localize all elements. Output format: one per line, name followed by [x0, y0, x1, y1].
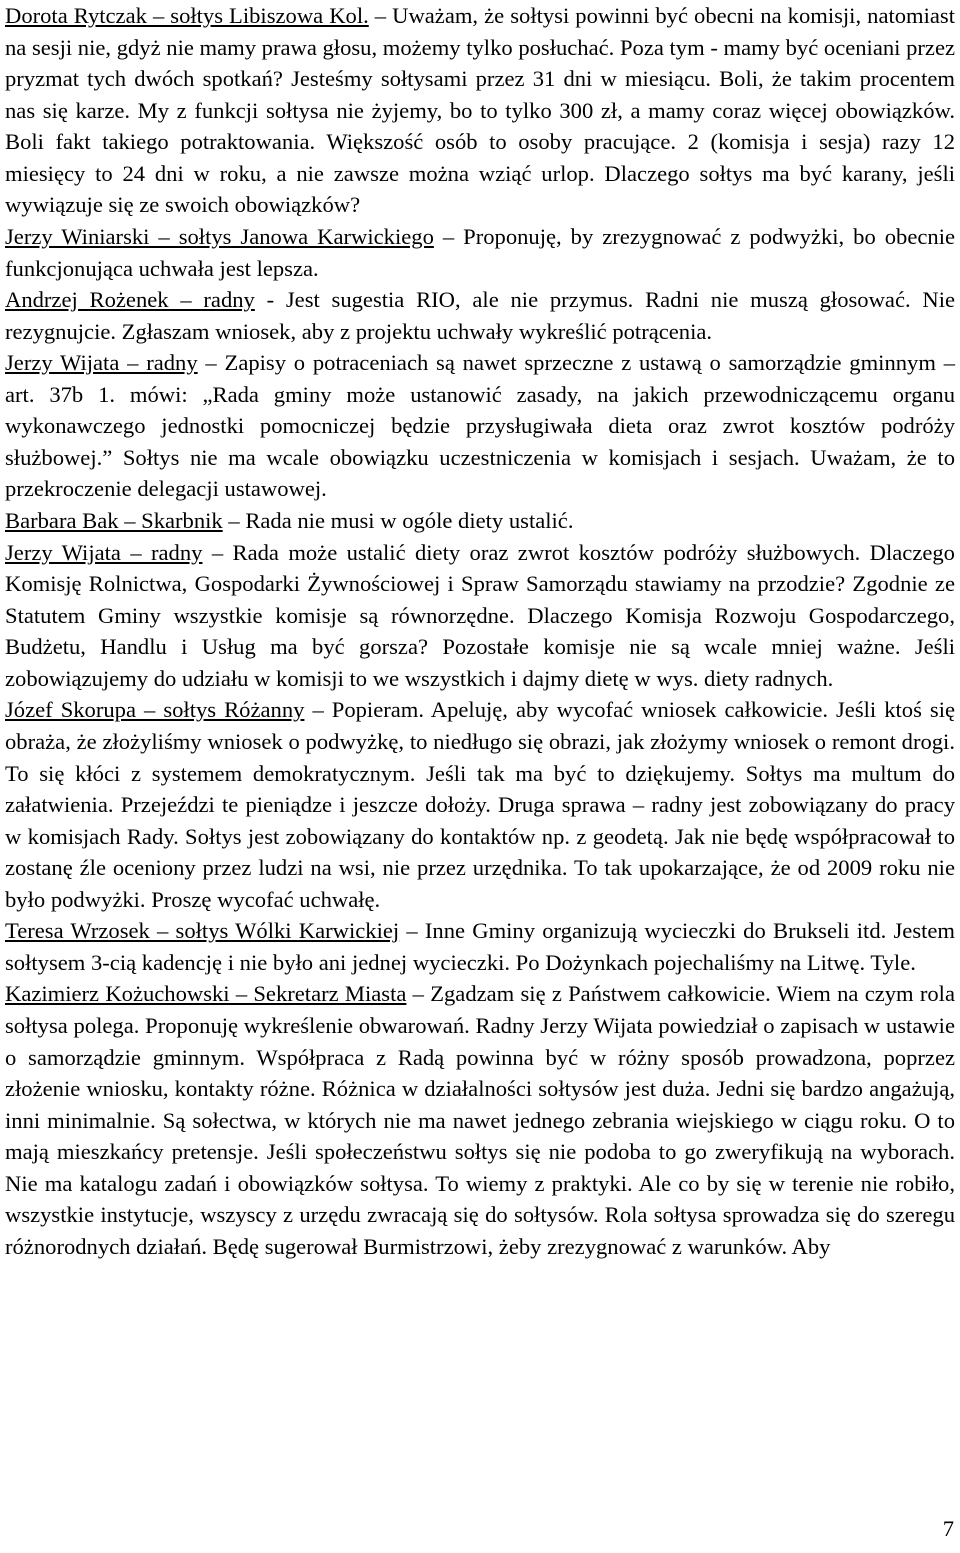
speaker-name: Dorota Rytczak – sołtys Libiszowa Kol.	[5, 3, 369, 28]
paragraph-text: – Inne Gminy organizują wycieczki do Brukseli itd. Jestem sołtysem 3-cią kadencję i nie było ani jednej wycieczki. Po Dożynkach pojechaliśmy na Litwę. Tyle.	[5, 918, 955, 975]
speaker-name: Kazimierz Kożuchowski – Sekretarz Miasta	[5, 981, 407, 1007]
paragraph-kozuchowski	[5, 978, 955, 1262]
paragraph-text: – Rada może ustalić diety oraz zwrot kosztów podróży służbowych. Dlaczego Komisję Rolnictwa, Gospodarki Żywnościowej i Spraw Samorządu stawiamy na przodzie? Zgodnie ze Statutem Gminy wszystkie komisje są równorzędne. Dlaczego Komisja Rozwoju Gospodarczego, Budżetu, Handlu i Usług ma być gorsza? Pozostałe komisje nie są wcale mniej ważne. Jeśli zobowiązujemy do udziału w komisji to we wszystkich i dajmy dietę w wys. diety radnych.	[5, 539, 955, 691]
speaker-name: Barbara Bak – Skarbnik	[5, 508, 223, 533]
speaker-name: Andrzej Rożenek – radny	[5, 287, 255, 313]
speaker-name: Józef Skorupa – sołtys Różanny	[5, 697, 305, 723]
paragraph-rozenek	[5, 284, 955, 347]
paragraph-text: – Uważam, że sołtysi powinni być obecni na komisji, natomiast na sesji nie, gdyż nie mamy prawa głosu, możemy tylko posłuchać. Poza tym - mamy być oceniani przez pryzmat tych dwóch spotkań? Jesteśmy sołtysami przez 31 dni w miesiącu. Boli, że takim procentem nas się karze. My z funkcji sołtysa nie żyjemy, bo to tylko 300 zł, a mamy coraz więcej obowiązków. Boli fakt takiego potraktowania. Większość osób to osoby pracujące. 2 (komisja i sesja) razy 12 miesięcy to 24 dni w roku, a nie zawsze można wziąć urlop. Dlaczego sołtys ma być karany, jeśli wywiązuje się ze swoich obowiązków?	[5, 3, 956, 218]
paragraph-wijata-1	[5, 347, 955, 505]
document-body	[5, 0, 955, 1263]
paragraph-text: – Rada nie musi w ogóle diety ustalić.	[222, 508, 574, 533]
speaker-name: Jerzy Winiarski – sołtys Janowa Karwickiego	[5, 223, 434, 249]
paragraph-skorupa	[5, 694, 955, 915]
speaker-name: Jerzy Wijata – radny	[5, 350, 198, 376]
speaker-name: Teresa Wrzosek – sołtys Wólki Karwickiej	[5, 918, 400, 944]
paragraph-wrzosek	[5, 915, 955, 978]
paragraph-wijata-2	[5, 537, 955, 695]
paragraph-text: - Jest sugestia RIO, ale nie przymus. Radni nie muszą głosować. Nie rezygnujcie. Zgłaszam wniosek, aby z projektu uchwały wykreślić potrącenia.	[5, 287, 956, 344]
paragraph-text: – Popieram. Apeluję, aby wycofać wniosek całkowicie. Jeśli ktoś się obraża, że złożyliśmy wniosek o podwyżkę, to niedługo się obrazi, jak złożymy wniosek o remont drogi. To się kłóci z systemem demokratycznym. Jeśli tak ma być to dziękujemy. Sołtys ma multum do załatwienia. Przejeździ te pieniądze i jeszcze dołoży. Druga sprawa – radny jest zobowiązany do pracy w komisjach Rady. Sołtys jest zobowiązany do kontaktów np. z geodetą. Jak nie będę współpracował to zostanę źle oceniony przez ludzi na wsi, nie przez urzędnika. To tak upokarzające, że od 2009 roku nie było podwyżki. Proszę wycofać uchwałę.	[5, 697, 955, 912]
paragraph-bak	[5, 505, 955, 537]
paragraph-rytczak	[5, 0, 955, 221]
paragraph-text: – Zapisy o potraceniach są nawet sprzeczne z ustawą o samorządzie gminnym – art. 37b 1. mówi: „Rada gminy może ustanowić zasady, na jakich przewodniczącemu organu wykonawczego jednostki pomocniczej będzie przysługiwała dieta oraz zwrot kosztów podróży służbowej.” Sołtys nie ma wcale obowiązku uczestniczenia w komisjach i sesjach. Uważam, że to przekroczenie delegacji ustawowej.	[5, 350, 955, 502]
paragraph-winiarski	[5, 221, 955, 284]
page-number: 7	[942, 1516, 954, 1541]
speaker-name: Jerzy Wijata – radny	[5, 539, 203, 565]
paragraph-text: – Proponuję, by zrezygnować z podwyżki, bo obecnie funkcjonująca uchwała jest lepsza.	[5, 223, 955, 281]
paragraph-text: – Zgadzam się z Państwem całkowicie. Wiem na czym rola sołtysa polega. Proponuję wykreślenie obwarowań. Radny Jerzy Wijata powiedział o zapisach w ustawie o samorządzie gminnym. Współpraca z Radą powinna być w różny sposób prowadzona, poprzez złożenie wniosku, kontakty różne. Różnica w działalności sołtysów jest duża. Jedni się bardzo angażują, inni minimalnie. Są sołectwa, w których nie ma nawet jednego zebrania wiejskiego w ciągu roku. O to mają mieszkańcy pretensje. Jeśli społeczeństwu sołtys się nie podoba to go zweryfikują na wyborach. Nie ma katalogu zadań i obowiązków sołtysa. To wiemy z praktyki. Ale co by się w terenie nie robiło, wszystkie instytucje, wszyscy z urzędu zwracają się do sołtysów. Rola sołtysa sprowadza się do szeregu różnorodnych działań. Będę sugerował Burmistrzowi, żeby zrezygnować z warunków. Aby	[5, 981, 955, 1259]
